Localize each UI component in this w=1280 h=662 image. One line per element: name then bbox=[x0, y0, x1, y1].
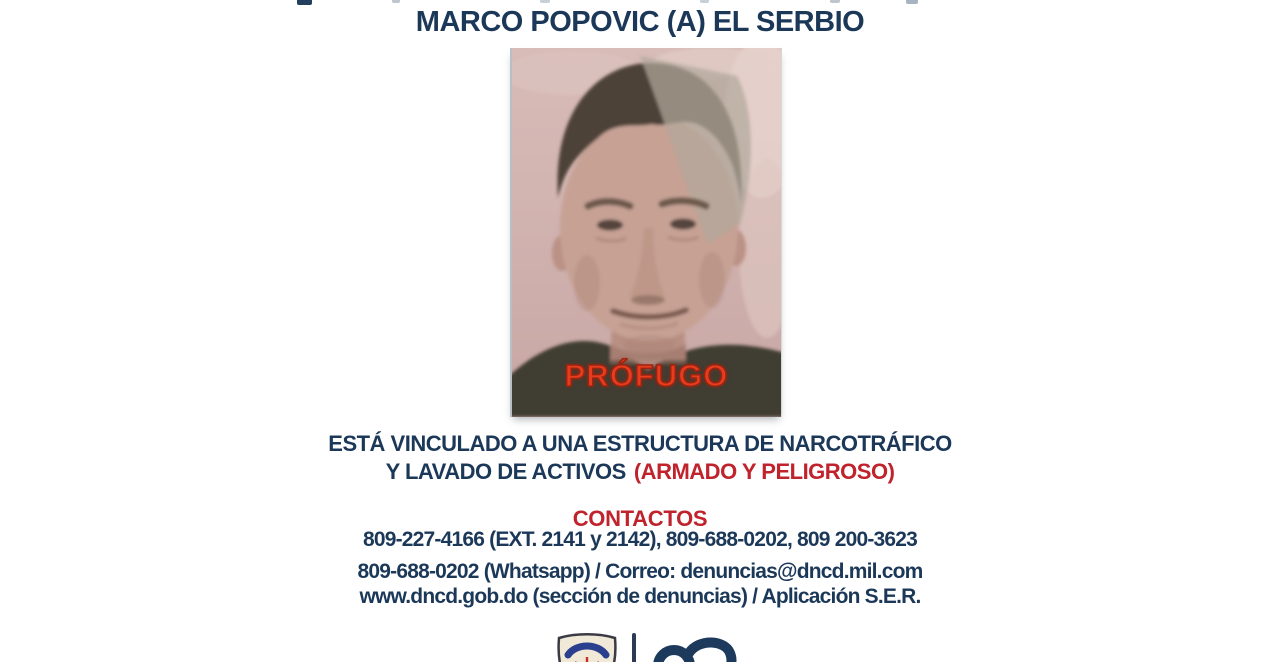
infinity-logo-icon bbox=[649, 636, 749, 662]
contacts-heading: CONTACTOS bbox=[572, 506, 708, 531]
logo-separator-bar bbox=[632, 633, 636, 662]
contact-web-line: www.dncd.gob.do (sección de denuncias) / Aplicación S.E.R. bbox=[359, 585, 921, 608]
footer-logos bbox=[12, 630, 1280, 662]
fugitive-status-label: PRÓFUGO bbox=[564, 358, 729, 393]
description-line-2 bbox=[0, 459, 1280, 485]
description-line-1: ESTÁ VINCULADO A UNA ESTRUCTURA DE NARCOTRÁFICO bbox=[328, 431, 952, 456]
contact-phones-line: 809-227-4166 (EXT. 2141 y 2142), 809-688-0202, 809 200-3623 bbox=[362, 528, 918, 551]
suspect-photo bbox=[510, 48, 782, 417]
description-line-2-navy: Y LAVADO DE ACTIVOS bbox=[385, 459, 626, 484]
dncd-shield-icon bbox=[555, 632, 619, 662]
armed-dangerous-warning: (ARMADO Y PELIGROSO) bbox=[633, 459, 895, 484]
poster-title: MARCO POPOVIC (A) EL SERBIO bbox=[415, 6, 865, 38]
contact-whatsapp-email-line: 809-688-0202 (Whatsapp) / Correo: denuncias@dncd.mil.com bbox=[357, 560, 923, 583]
